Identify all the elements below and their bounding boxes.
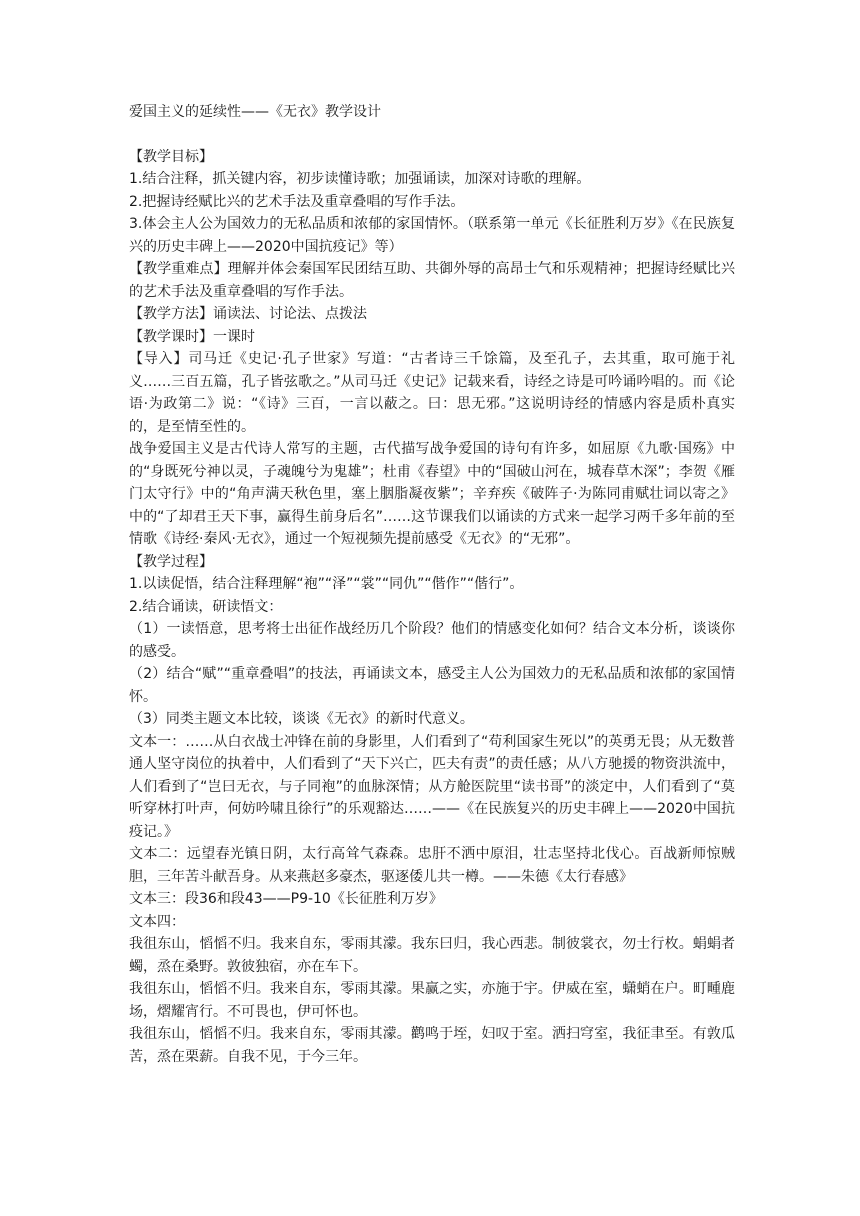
text-three: 文本三：段36和段43——P9-10《长征胜利万岁》 xyxy=(129,891,443,907)
question-3: （3）同类主题文本比较，谈谈《无衣》的新时代意义。 xyxy=(129,711,474,727)
teaching-method: 【教学方法】诵读法、讨论法、点拨法 xyxy=(129,306,367,322)
section-heading-process: 【教学过程】 xyxy=(129,553,213,570)
text-one: 文本一：……从白衣战士冲锋在前的身影里，人们看到了“苟利国家生死以”的英勇无畏；从无数普通人坚守岗位的执着中，人们看到了“天下兴亡，匹夫有责”的责任感；从八方驰援的物资洪流中，人们看到了“岂曰无衣，与子同袍”的血脉深情；从方舱医院里“读书哥”的淡定中，人们看到了“莫听穿林打叶声，何妨吟啸且徐行”的乐观豁达……——《在民族复兴的历史丰碑上——2020中国抗疫记。》 xyxy=(129,733,735,840)
process-step-1: 1.以读促悟，结合注释理解“袍”“泽”“裳”“同仇”“偕作”“偕行”。 xyxy=(129,576,524,592)
poem-stanza-2: 我徂东山，慆慆不归。我来自东，零雨其濛。果赢之实，亦施于宇。伊威在室，蟏蛸在户。町畽鹿场，熠耀宵行。不可畏也，伊可怀也。 xyxy=(129,981,735,1020)
goal-item-2: 2.把握诗经赋比兴的艺术手法及重章叠唱的写作手法。 xyxy=(129,193,465,210)
poem-stanza-3: 我徂东山，慆慆不归。我来自东，零雨其濛。鹳鸣于垤，妇叹于室。洒扫穹室，我征聿至。有敦瓜苦，烝在栗薪。自我不见，于今三年。 xyxy=(129,1026,735,1065)
section-heading-goals: 【教学目标】 xyxy=(129,148,213,165)
text-two: 文本二：远望春光镇日阴，太行高耸气森森。忠肝不洒中原泪，壮志坚持北伐心。百战新师惊贼胆，三年苦斗献吾身。从来燕赵多豪杰，驱逐倭儿共一樽。——朱德《太行春感》 xyxy=(129,846,735,885)
teaching-hours: 【教学课时】一课时 xyxy=(129,328,255,345)
goal-item-1: 1.结合注释，抓关键内容，初步读懂诗歌；加强诵读，加深对诗歌的理解。 xyxy=(129,171,591,187)
intro-paragraph-2: 战争爱国主义是古代诗人常写的主题，古代描写战争爱国的诗句有许多，如屈原《九歌·国殇》中的“身既死兮神以灵，子魂魄兮为鬼雄”；杜甫《春望》中的“国破山河在，城春草木深”；李贺《雁门太守行》中的“角声满天秋色里，塞上胭脂凝夜紫”；辛弃疾《破阵子·为陈同甫赋壮词以寄之》中的“了却君王天下事，赢得生前身后名”……这节课我们以诵读的方式来一起学习两千多年前的至情歌《诗经·秦风·无衣》，通过一个短视频先提前感受《无衣》的“无邪”。 xyxy=(129,441,735,547)
text-four-label: 文本四： xyxy=(129,913,185,930)
goal-item-3: 3.体会主人公为国效力的无私品质和浓郁的家国情怀。（联系第一单元《长征胜利万岁》《在民族复兴的历史丰碑上——2020中国抗疫记》等） xyxy=(129,216,735,255)
key-difficulty: 【教学重难点】理解并体会秦国军民团结互助、共御外辱的高昂士气和乐观精神；把握诗经赋比兴的艺术手法及重章叠唱的写作手法。 xyxy=(129,261,735,300)
document-title: 爱国主义的延续性——《无衣》教学设计 xyxy=(129,104,381,120)
question-2: （2）结合“赋”“重章叠唱”的技法，再诵读文本，感受主人公为国效力的无私品质和浓郁的家国情怀。 xyxy=(129,666,735,705)
document-page xyxy=(129,101,735,1068)
poem-stanza-1: 我徂东山，慆慆不归。我来自东，零雨其濛。我东曰归，我心西悲。制彼裳衣，勿士行枚。蜎蜎者蠋，烝在桑野。敦彼独宿，亦在车下。 xyxy=(129,936,735,975)
question-1: （1）一读悟意，思考将士出征作战经历几个阶段？他们的情感变化如何？结合文本分析，谈谈你的感受。 xyxy=(129,621,735,660)
intro-paragraph-1: 【导入】司马迁《史记·孔子世家》写道：“古者诗三千馀篇，及至孔子，去其重，取可施于礼义……三百五篇，孔子皆弦歌之。”从司马迁《史记》记载来看，诗经之诗是可吟诵吟唱的。而《论语·为政第二》说：“《诗》三百，一言以蔽之。曰：思无邪。”这说明诗经的情感内容是质朴真实的，是至情至性的。 xyxy=(129,351,735,435)
process-step-2: 2.结合诵读，研读悟文： xyxy=(129,598,283,615)
